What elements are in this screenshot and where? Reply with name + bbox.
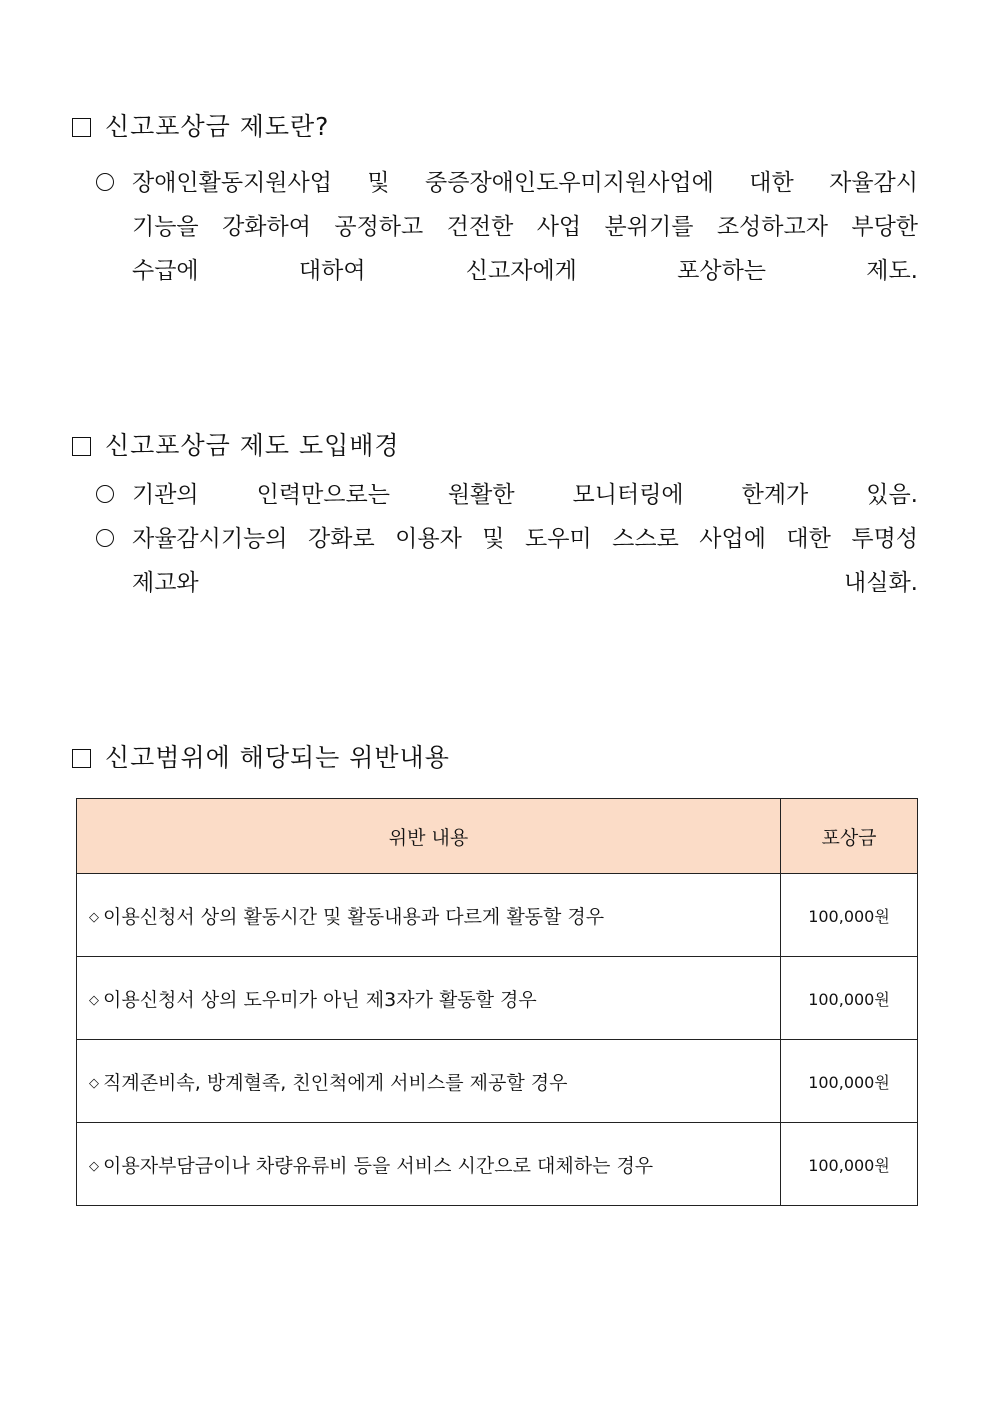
circle-bullet-icon bbox=[96, 485, 114, 503]
heading-text: 신고포상금 제도란? bbox=[105, 112, 330, 141]
circle-bullet-icon bbox=[96, 173, 114, 191]
violation-desc: 이용신청서 상의 활동시간 및 활동내용과 다르게 활동할 경우 bbox=[103, 905, 605, 928]
table-row bbox=[77, 1040, 918, 1123]
bullet-line: 수급에 대하여 신고자에게 포상하는 제도. bbox=[132, 258, 918, 284]
diamond-bullet-icon: ◇ bbox=[89, 992, 99, 1008]
violation-desc: 직계존비속, 방계혈족, 친인척에게 서비스를 제공할 경우 bbox=[103, 1071, 568, 1094]
checkbox-square-icon bbox=[72, 437, 91, 456]
bullet-line: 기능을 강화하여 공정하고 건전한 사업 분위기를 조성하고자 부당한 bbox=[132, 214, 919, 240]
violations-table bbox=[76, 798, 918, 1206]
heading-text: 신고포상금 제도 도입배경 bbox=[105, 431, 400, 460]
heading-text: 신고범위에 해당되는 위반내용 bbox=[105, 743, 450, 772]
section-heading-reward-system bbox=[72, 110, 329, 144]
bullet-line: 장애인활동지원사업 및 중증장애인도우미지원사업에 대한 자율감시 bbox=[132, 170, 918, 196]
bullet-line: 기관의 인력만으로는 원활한 모니터링에 한계가 있음. bbox=[132, 482, 918, 508]
table-row bbox=[77, 957, 918, 1040]
violation-desc: 이용신청서 상의 도우미가 아닌 제3자가 활동할 경우 bbox=[103, 988, 537, 1011]
diamond-bullet-icon: ◇ bbox=[89, 1075, 99, 1091]
bullet-item bbox=[96, 473, 918, 517]
reward-amount: 100,000원 bbox=[781, 874, 918, 957]
table-row bbox=[77, 874, 918, 957]
section-heading-background bbox=[72, 429, 400, 463]
bullet-item bbox=[96, 161, 918, 293]
reward-amount: 100,000원 bbox=[781, 1040, 918, 1123]
header-violation: 위반 내용 bbox=[77, 799, 781, 874]
table-header-row bbox=[77, 799, 918, 874]
header-reward: 포상금 bbox=[781, 799, 918, 874]
bullet-line: 자율감시기능의 강화로 이용자 및 도우미 스스로 사업에 대한 투명성 bbox=[132, 526, 918, 552]
checkbox-square-icon bbox=[72, 749, 91, 768]
circle-bullet-icon bbox=[96, 529, 114, 547]
bullet-item bbox=[96, 517, 918, 605]
reward-amount: 100,000원 bbox=[781, 1123, 918, 1206]
bullet-line: 제고와 내실화. bbox=[132, 570, 918, 596]
table-row bbox=[77, 1123, 918, 1206]
diamond-bullet-icon: ◇ bbox=[89, 1158, 99, 1174]
checkbox-square-icon bbox=[72, 118, 91, 137]
reward-amount: 100,000원 bbox=[781, 957, 918, 1040]
diamond-bullet-icon: ◇ bbox=[89, 909, 99, 925]
violation-desc: 이용자부담금이나 차량유류비 등을 서비스 시간으로 대체하는 경우 bbox=[103, 1154, 654, 1177]
section-heading-violations bbox=[72, 741, 450, 775]
